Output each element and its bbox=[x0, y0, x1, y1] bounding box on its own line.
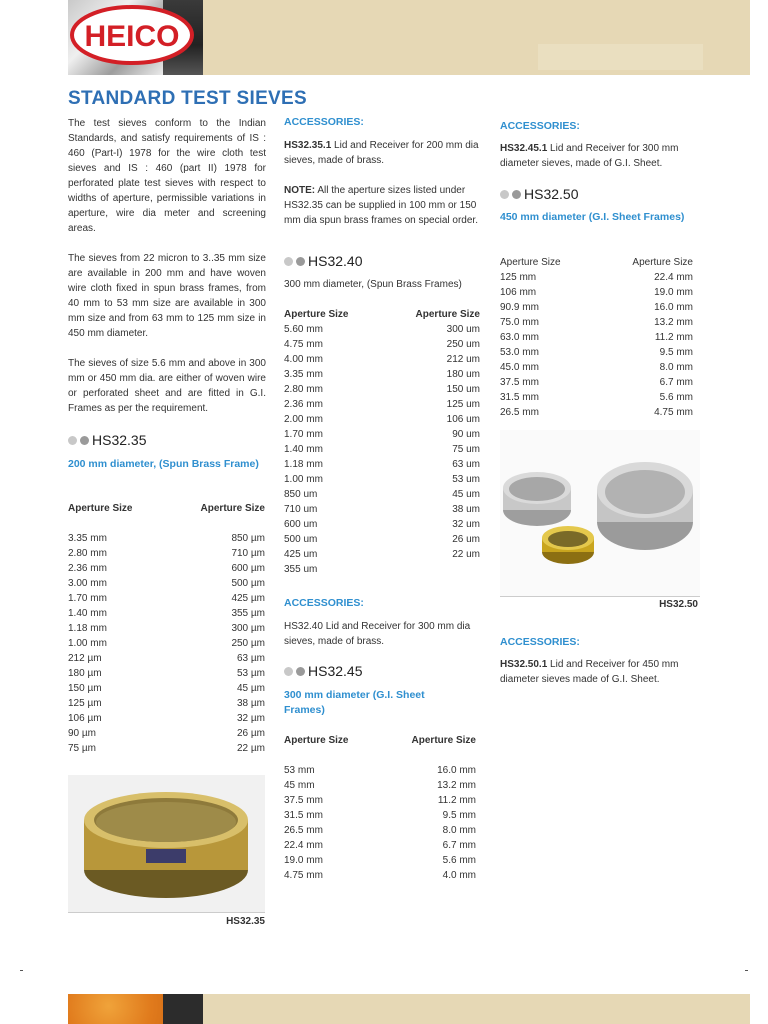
aperture-cell-left: 1.70 mm bbox=[68, 593, 107, 604]
table-row bbox=[68, 726, 265, 741]
aperture-cell-right: 32 um bbox=[452, 519, 480, 530]
aperture-cell-right: 850 µm bbox=[231, 533, 265, 544]
aperture-cell-right: 355 µm bbox=[231, 608, 265, 619]
aperture-cell-right: 6.7 mm bbox=[442, 840, 476, 851]
aperture-cell-left: 125 mm bbox=[500, 272, 537, 283]
aperture-cell-left: 125 µm bbox=[68, 698, 102, 709]
column-header: Aperture Size bbox=[500, 257, 561, 268]
aperture-cell-right: 5.6 mm bbox=[659, 392, 693, 403]
bullet-dot-icon bbox=[284, 257, 293, 266]
aperture-cell-right: 16.0 mm bbox=[654, 302, 693, 313]
aperture-cell-right: 26 µm bbox=[237, 728, 265, 739]
model-heading-hs3235 bbox=[68, 432, 146, 448]
aperture-cell-left: 26.5 mm bbox=[284, 825, 323, 836]
aperture-cell-right: 4.0 mm bbox=[442, 870, 476, 881]
table-row bbox=[500, 330, 693, 345]
aperture-cell-left: 2.36 mm bbox=[68, 563, 107, 574]
aperture-cell-left: 1.40 mm bbox=[68, 608, 107, 619]
aperture-cell-right: 63 µm bbox=[237, 653, 265, 664]
aperture-cell-left: 710 um bbox=[284, 504, 318, 515]
aperture-cell-left: 355 um bbox=[284, 564, 318, 575]
table-row bbox=[68, 741, 265, 756]
model-code: HS32.50 bbox=[524, 186, 579, 202]
aperture-cell-right: 26 um bbox=[452, 534, 480, 545]
hs3250-product-photo bbox=[500, 430, 700, 597]
crop-mark bbox=[20, 970, 23, 971]
aperture-cell-left: 3.35 mm bbox=[284, 369, 323, 380]
table-row bbox=[500, 345, 693, 360]
aperture-cell-right: 300 µm bbox=[231, 623, 265, 634]
accessories-heading: ACCESSORIES: bbox=[284, 597, 364, 609]
intro-paragraph: The sieves from 22 micron to 3..35 mm size are available in 200 mm and have woven wire cloth fixed in spun brass frames, from 40 mm to 53 mm size are available in 300 mm size and from 63 mm to 125 mm size in 450 mm diameter. bbox=[68, 253, 266, 339]
table-row bbox=[68, 546, 265, 561]
column-header: Aperture Size bbox=[284, 309, 349, 320]
aperture-cell-left: 4.75 mm bbox=[284, 339, 323, 350]
hs3235-caption: HS32.35 bbox=[226, 916, 265, 927]
accessories-heading: ACCESSORIES: bbox=[500, 120, 580, 132]
accessory-desc: Lid and Receiver for 200 mm dia sieves, made of brass. bbox=[284, 140, 479, 166]
aperture-cell-right: 500 µm bbox=[231, 578, 265, 589]
table-row bbox=[284, 808, 476, 823]
table-row bbox=[68, 576, 265, 591]
table-row bbox=[284, 793, 476, 808]
hs3250-aperture-table bbox=[500, 255, 693, 420]
aperture-cell-left: 2.00 mm bbox=[284, 414, 323, 425]
aperture-cell-left: 180 µm bbox=[68, 668, 102, 679]
hs3240-description: 300 mm diameter, (Spun Brass Frames) bbox=[284, 279, 462, 290]
accessory-desc: Lid and Receiver for 300 mm diameter sieves, made of G.I. Sheet. bbox=[500, 143, 679, 169]
aperture-cell-right: 8.0 mm bbox=[442, 825, 476, 836]
table-row bbox=[284, 517, 480, 532]
hs3250-caption: HS32.50 bbox=[659, 599, 698, 610]
aperture-cell-right: 125 um bbox=[446, 399, 480, 410]
model-heading-hs3245 bbox=[284, 663, 362, 679]
table-row bbox=[500, 405, 693, 420]
table-row bbox=[284, 322, 480, 337]
aperture-cell-right: 600 µm bbox=[231, 563, 265, 574]
page-title: STANDARD TEST SIEVES bbox=[68, 88, 307, 109]
aperture-cell-left: 1.00 mm bbox=[284, 474, 323, 485]
header-band bbox=[203, 0, 750, 75]
table-row bbox=[68, 681, 265, 696]
aperture-cell-left: 500 um bbox=[284, 534, 318, 545]
column-header: Aperture Size bbox=[200, 503, 265, 514]
table-row bbox=[284, 532, 480, 547]
aperture-cell-right: 22 µm bbox=[237, 743, 265, 754]
column-header: Aperture Size bbox=[415, 309, 480, 320]
aperture-cell-right: 250 µm bbox=[231, 638, 265, 649]
table-row bbox=[68, 666, 265, 681]
aperture-cell-left: 1.00 mm bbox=[68, 638, 107, 649]
aperture-cell-left: 19.0 mm bbox=[284, 855, 323, 866]
aperture-cell-right: 425 µm bbox=[231, 593, 265, 604]
accessory-code: HS32.50.1 bbox=[500, 659, 548, 670]
aperture-cell-right: 6.7 mm bbox=[659, 377, 693, 388]
accessories-heading: ACCESSORIES: bbox=[500, 636, 580, 648]
aperture-cell-left: 2.80 mm bbox=[284, 384, 323, 395]
aperture-cell-left: 90 µm bbox=[68, 728, 96, 739]
aperture-cell-right: 9.5 mm bbox=[442, 810, 476, 821]
accessory-text bbox=[284, 138, 480, 168]
table-row bbox=[284, 382, 480, 397]
model-heading-hs3250 bbox=[500, 186, 578, 202]
table-row bbox=[284, 823, 476, 838]
intro-section bbox=[68, 116, 266, 416]
intro-paragraph: The test sieves conform to the Indian Standards, and satisfy requirements of IS : 460 (Part-I) 1978 for the wire cloth test sieves and IS : 460 (part II) 1978 for perforated plate test sieves with respect to widths of aperture, permissible variations in aperture, wire dia meter and screening areas. bbox=[68, 118, 266, 234]
column-header: Aperture Size bbox=[68, 503, 133, 514]
aperture-cell-right: 710 µm bbox=[231, 548, 265, 559]
hs3235-description: 200 mm diameter, (Spun Brass Frame) bbox=[68, 458, 259, 470]
note-body: All the aperture sizes listed under HS32.35 can be supplied in 100 mm or 150 mm dia spun brass frames on special order. bbox=[284, 185, 478, 226]
aperture-cell-right: 4.75 mm bbox=[654, 407, 693, 418]
aperture-cell-right: 53 µm bbox=[237, 668, 265, 679]
table-row bbox=[500, 390, 693, 405]
aperture-cell-left: 3.35 mm bbox=[68, 533, 107, 544]
table-row bbox=[284, 838, 476, 853]
heico-logo bbox=[70, 4, 198, 66]
column-header: Aperture Size bbox=[411, 735, 476, 746]
aperture-cell-right: 22 um bbox=[452, 549, 480, 560]
table-row bbox=[500, 375, 693, 390]
hs3245-aperture-table bbox=[284, 733, 476, 883]
aperture-cell-left: 90.9 mm bbox=[500, 302, 539, 313]
aperture-cell-left: 53 mm bbox=[284, 765, 315, 776]
aperture-cell-right: 8.0 mm bbox=[659, 362, 693, 373]
bullet-dot-icon bbox=[296, 667, 305, 676]
aperture-cell-right: 22.4 mm bbox=[654, 272, 693, 283]
table-row bbox=[68, 651, 265, 666]
table-row bbox=[68, 621, 265, 636]
model-code: HS32.45 bbox=[308, 663, 363, 679]
table-row bbox=[284, 547, 480, 562]
aperture-cell-left: 425 um bbox=[284, 549, 318, 560]
aperture-cell-right: 45 um bbox=[452, 489, 480, 500]
aperture-cell-right: 38 um bbox=[452, 504, 480, 515]
table-row bbox=[284, 778, 476, 793]
aperture-cell-right: 32 µm bbox=[237, 713, 265, 724]
aperture-cell-right: 180 um bbox=[446, 369, 480, 380]
table-row bbox=[500, 270, 693, 285]
table-row bbox=[68, 606, 265, 621]
aperture-cell-left: 37.5 mm bbox=[500, 377, 539, 388]
aperture-cell-left: 850 um bbox=[284, 489, 318, 500]
table-row bbox=[284, 868, 476, 883]
aperture-cell-left: 1.70 mm bbox=[284, 429, 323, 440]
table-row bbox=[68, 711, 265, 726]
aperture-cell-right: 106 um bbox=[446, 414, 480, 425]
bullet-dot-icon bbox=[284, 667, 293, 676]
table-row bbox=[68, 636, 265, 651]
aperture-cell-right: 250 um bbox=[446, 339, 480, 350]
aperture-cell-left: 31.5 mm bbox=[284, 810, 323, 821]
aperture-cell-left: 2.36 mm bbox=[284, 399, 323, 410]
bullet-dot-icon bbox=[512, 190, 521, 199]
aperture-cell-left: 37.5 mm bbox=[284, 795, 323, 806]
accessory-desc: Lid and Receiver for 450 mm diameter sieves made of G.I. Sheet. bbox=[500, 659, 679, 685]
aperture-cell-right: 150 um bbox=[446, 384, 480, 395]
table-row bbox=[284, 367, 480, 382]
footer-image-panel bbox=[68, 994, 203, 1024]
table-row bbox=[68, 531, 265, 546]
table-row bbox=[284, 853, 476, 868]
aperture-cell-right: 212 um bbox=[446, 354, 480, 365]
table-row bbox=[284, 457, 480, 472]
table-row bbox=[500, 285, 693, 300]
aperture-cell-right: 11.2 mm bbox=[654, 332, 693, 343]
aperture-cell-right: 11.2 mm bbox=[437, 795, 476, 806]
aperture-cell-left: 53.0 mm bbox=[500, 347, 539, 358]
aperture-cell-right: 9.5 mm bbox=[659, 347, 693, 358]
table-row bbox=[284, 337, 480, 352]
accessories-heading: ACCESSORIES: bbox=[284, 116, 364, 128]
bullet-dot-icon bbox=[80, 436, 89, 445]
intro-paragraph: The sieves of size 5.6 mm and above in 300 mm or 450 mm dia. are either of woven wire or perforated sheet and are fitted in G.I. Frames as per the requirement. bbox=[68, 358, 266, 414]
aperture-cell-left: 2.80 mm bbox=[68, 548, 107, 559]
aperture-cell-right: 13.2 mm bbox=[654, 317, 693, 328]
table-row bbox=[500, 360, 693, 375]
model-code: HS32.35 bbox=[92, 432, 147, 448]
hs3240-aperture-table bbox=[284, 307, 480, 577]
table-row bbox=[284, 397, 480, 412]
aperture-cell-left: 63.0 mm bbox=[500, 332, 539, 343]
aperture-cell-right: 75 um bbox=[452, 444, 480, 455]
accessory-code: HS32.35.1 bbox=[284, 140, 332, 151]
aperture-cell-right: 13.2 mm bbox=[437, 780, 476, 791]
hs3245-description: 300 mm diameter (G.I. Sheet Frames) bbox=[284, 689, 425, 716]
table-row bbox=[68, 591, 265, 606]
aperture-cell-right: 300 um bbox=[446, 324, 480, 335]
table-row bbox=[68, 561, 265, 576]
accessory-text bbox=[500, 657, 698, 687]
note-text bbox=[284, 183, 480, 228]
aperture-cell-left: 106 mm bbox=[500, 287, 537, 298]
table-row bbox=[284, 487, 480, 502]
accessory-text: HS32.40 Lid and Receiver for 300 mm dia sieves, made of brass. bbox=[284, 621, 471, 647]
table-row bbox=[284, 502, 480, 517]
aperture-cell-right: 38 µm bbox=[237, 698, 265, 709]
model-code: HS32.40 bbox=[308, 253, 363, 269]
accessory-text bbox=[500, 141, 698, 171]
header-logo-panel bbox=[68, 0, 203, 75]
table-row bbox=[284, 472, 480, 487]
bullet-dot-icon bbox=[500, 190, 509, 199]
note-label: NOTE: bbox=[284, 185, 316, 196]
table-row bbox=[500, 315, 693, 330]
table-row bbox=[284, 562, 480, 577]
aperture-cell-left: 4.00 mm bbox=[284, 354, 323, 365]
logo-text: HEICO bbox=[84, 20, 180, 53]
model-heading-hs3240 bbox=[284, 253, 362, 269]
table-row bbox=[284, 427, 480, 442]
column-header: Aperture Size bbox=[632, 257, 693, 268]
aperture-cell-left: 1.40 mm bbox=[284, 444, 323, 455]
table-row bbox=[284, 442, 480, 457]
aperture-cell-left: 22.4 mm bbox=[284, 840, 323, 851]
aperture-cell-left: 31.5 mm bbox=[500, 392, 539, 403]
table-row bbox=[500, 300, 693, 315]
aperture-cell-left: 150 µm bbox=[68, 683, 102, 694]
aperture-cell-right: 63 um bbox=[452, 459, 480, 470]
aperture-cell-right: 45 µm bbox=[237, 683, 265, 694]
aperture-cell-left: 3.00 mm bbox=[68, 578, 107, 589]
aperture-cell-right: 53 um bbox=[452, 474, 480, 485]
hs3250-description: 450 mm diameter (G.I. Sheet Frames) bbox=[500, 211, 685, 223]
aperture-cell-left: 4.75 mm bbox=[284, 870, 323, 881]
aperture-cell-right: 5.6 mm bbox=[442, 855, 476, 866]
aperture-cell-right: 16.0 mm bbox=[437, 765, 476, 776]
aperture-cell-left: 106 µm bbox=[68, 713, 102, 724]
hs3235-product-photo bbox=[68, 775, 265, 913]
bullet-dot-icon bbox=[68, 436, 77, 445]
aperture-cell-left: 26.5 mm bbox=[500, 407, 539, 418]
aperture-cell-left: 212 µm bbox=[68, 653, 102, 664]
column-header: Aperture Size bbox=[284, 735, 349, 746]
aperture-cell-left: 600 um bbox=[284, 519, 318, 530]
crop-mark bbox=[745, 970, 748, 971]
footer-band bbox=[203, 994, 750, 1024]
table-row bbox=[284, 763, 476, 778]
aperture-cell-left: 5.60 mm bbox=[284, 324, 323, 335]
aperture-cell-left: 1.18 mm bbox=[68, 623, 107, 634]
aperture-cell-left: 75.0 mm bbox=[500, 317, 539, 328]
table-row bbox=[68, 696, 265, 711]
bullet-dot-icon bbox=[296, 257, 305, 266]
accessory-code: HS32.45.1 bbox=[500, 143, 548, 154]
aperture-cell-left: 1.18 mm bbox=[284, 459, 323, 470]
aperture-cell-right: 19.0 mm bbox=[654, 287, 693, 298]
hs3235-aperture-table bbox=[68, 501, 265, 756]
aperture-cell-left: 45 mm bbox=[284, 780, 315, 791]
aperture-cell-left: 75 µm bbox=[68, 743, 96, 754]
aperture-cell-left: 45.0 mm bbox=[500, 362, 539, 373]
aperture-cell-right: 90 um bbox=[452, 429, 480, 440]
table-row bbox=[284, 412, 480, 427]
table-row bbox=[284, 352, 480, 367]
aperture-cell-right bbox=[382, 562, 480, 577]
